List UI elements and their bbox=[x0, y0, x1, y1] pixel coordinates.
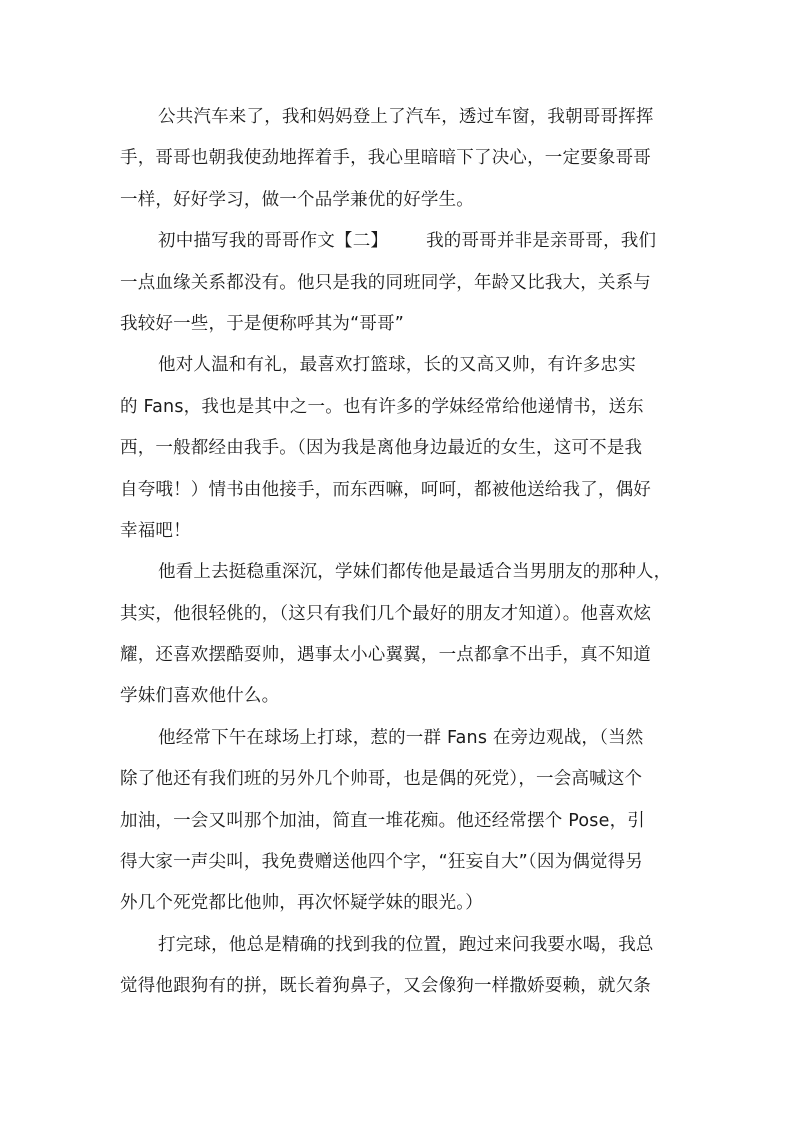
text-line: 手，哥哥也朝我使劲地挥着手，我心里暗暗下了决心，一定要象哥哥 bbox=[120, 148, 651, 169]
text-line: 西，一般都经由我手。（因为我是离他身边最近的女生，这可不是我 bbox=[120, 438, 643, 459]
text-line: 学妹们喜欢他什么。 bbox=[120, 686, 280, 707]
text-line: 觉得他跟狗有的拼，既长着狗鼻子，又会像狗一样撒娇耍赖，就欠条 bbox=[120, 976, 651, 997]
text-line: 我较好一些，于是便称呼其为“哥哥” bbox=[120, 313, 405, 334]
text-line: 得大家一声尖叫，我免费赠送他四个字，“狂妄自大”（因为偶觉得另 bbox=[120, 852, 644, 873]
text-line: 除了他还有我们班的另外几个帅哥，也是偶的死党），一会高喊这个 bbox=[120, 769, 643, 790]
text-line: 加油，一会又叫那个加油，简直一堆花痴。他还经常摆个 Pose，引 bbox=[120, 810, 645, 831]
text-line: 一样，好好学习，做一个品学兼优的好学生。 bbox=[120, 189, 474, 210]
document-body bbox=[120, 97, 676, 1008]
text-line: 他经常下午在球场上打球，惹的一群 Fans 在旁边观战，（当然 bbox=[158, 727, 644, 748]
text-line: 一点血缘关系都没有。他只是我的同班同学，年龄又比我大，关系与 bbox=[120, 272, 651, 293]
text-line: 耀，还喜欢摆酷耍帅，遇事太小心翼翼，一点都拿不出手，真不知道 bbox=[120, 645, 651, 666]
text-line: 其实，他很轻佻的，（这只有我们几个最好的朋友才知道）。他喜欢炫 bbox=[120, 603, 652, 624]
text-line: 公共汽车来了，我和妈妈登上了汽车，透过车窗，我朝哥哥挥挥 bbox=[158, 107, 654, 127]
text-line: 幸福吧！ bbox=[120, 520, 191, 541]
text-line: 打完球，他总是精确的找到我的位置，跑过来问我要水喝，我总 bbox=[158, 934, 654, 955]
text-line: 他看上去挺稳重深沉，学妹们都传他是最适合当男朋友的那种人， bbox=[158, 562, 672, 583]
text-line: 的 Fans，我也是其中之一。也有许多的学妹经常给他递情书，送东 bbox=[120, 396, 644, 417]
text-line: 外几个死党都比他帅，再次怀疑学妹的眼光。） bbox=[120, 893, 483, 914]
heading-line bbox=[120, 221, 676, 262]
text-line: 自夸哦！）情书由他接手，而东西嘛，呵呵，都被他送给我了，偶好 bbox=[120, 479, 651, 500]
section-heading: 初中描写我的哥哥作文【二】 bbox=[158, 231, 389, 252]
text-fragment: 我的哥哥并非是亲哥哥，我们 bbox=[426, 231, 657, 252]
text-line: 他对人温和有礼，最喜欢打篮球，长的又高又帅，有许多忠实 bbox=[158, 355, 636, 376]
